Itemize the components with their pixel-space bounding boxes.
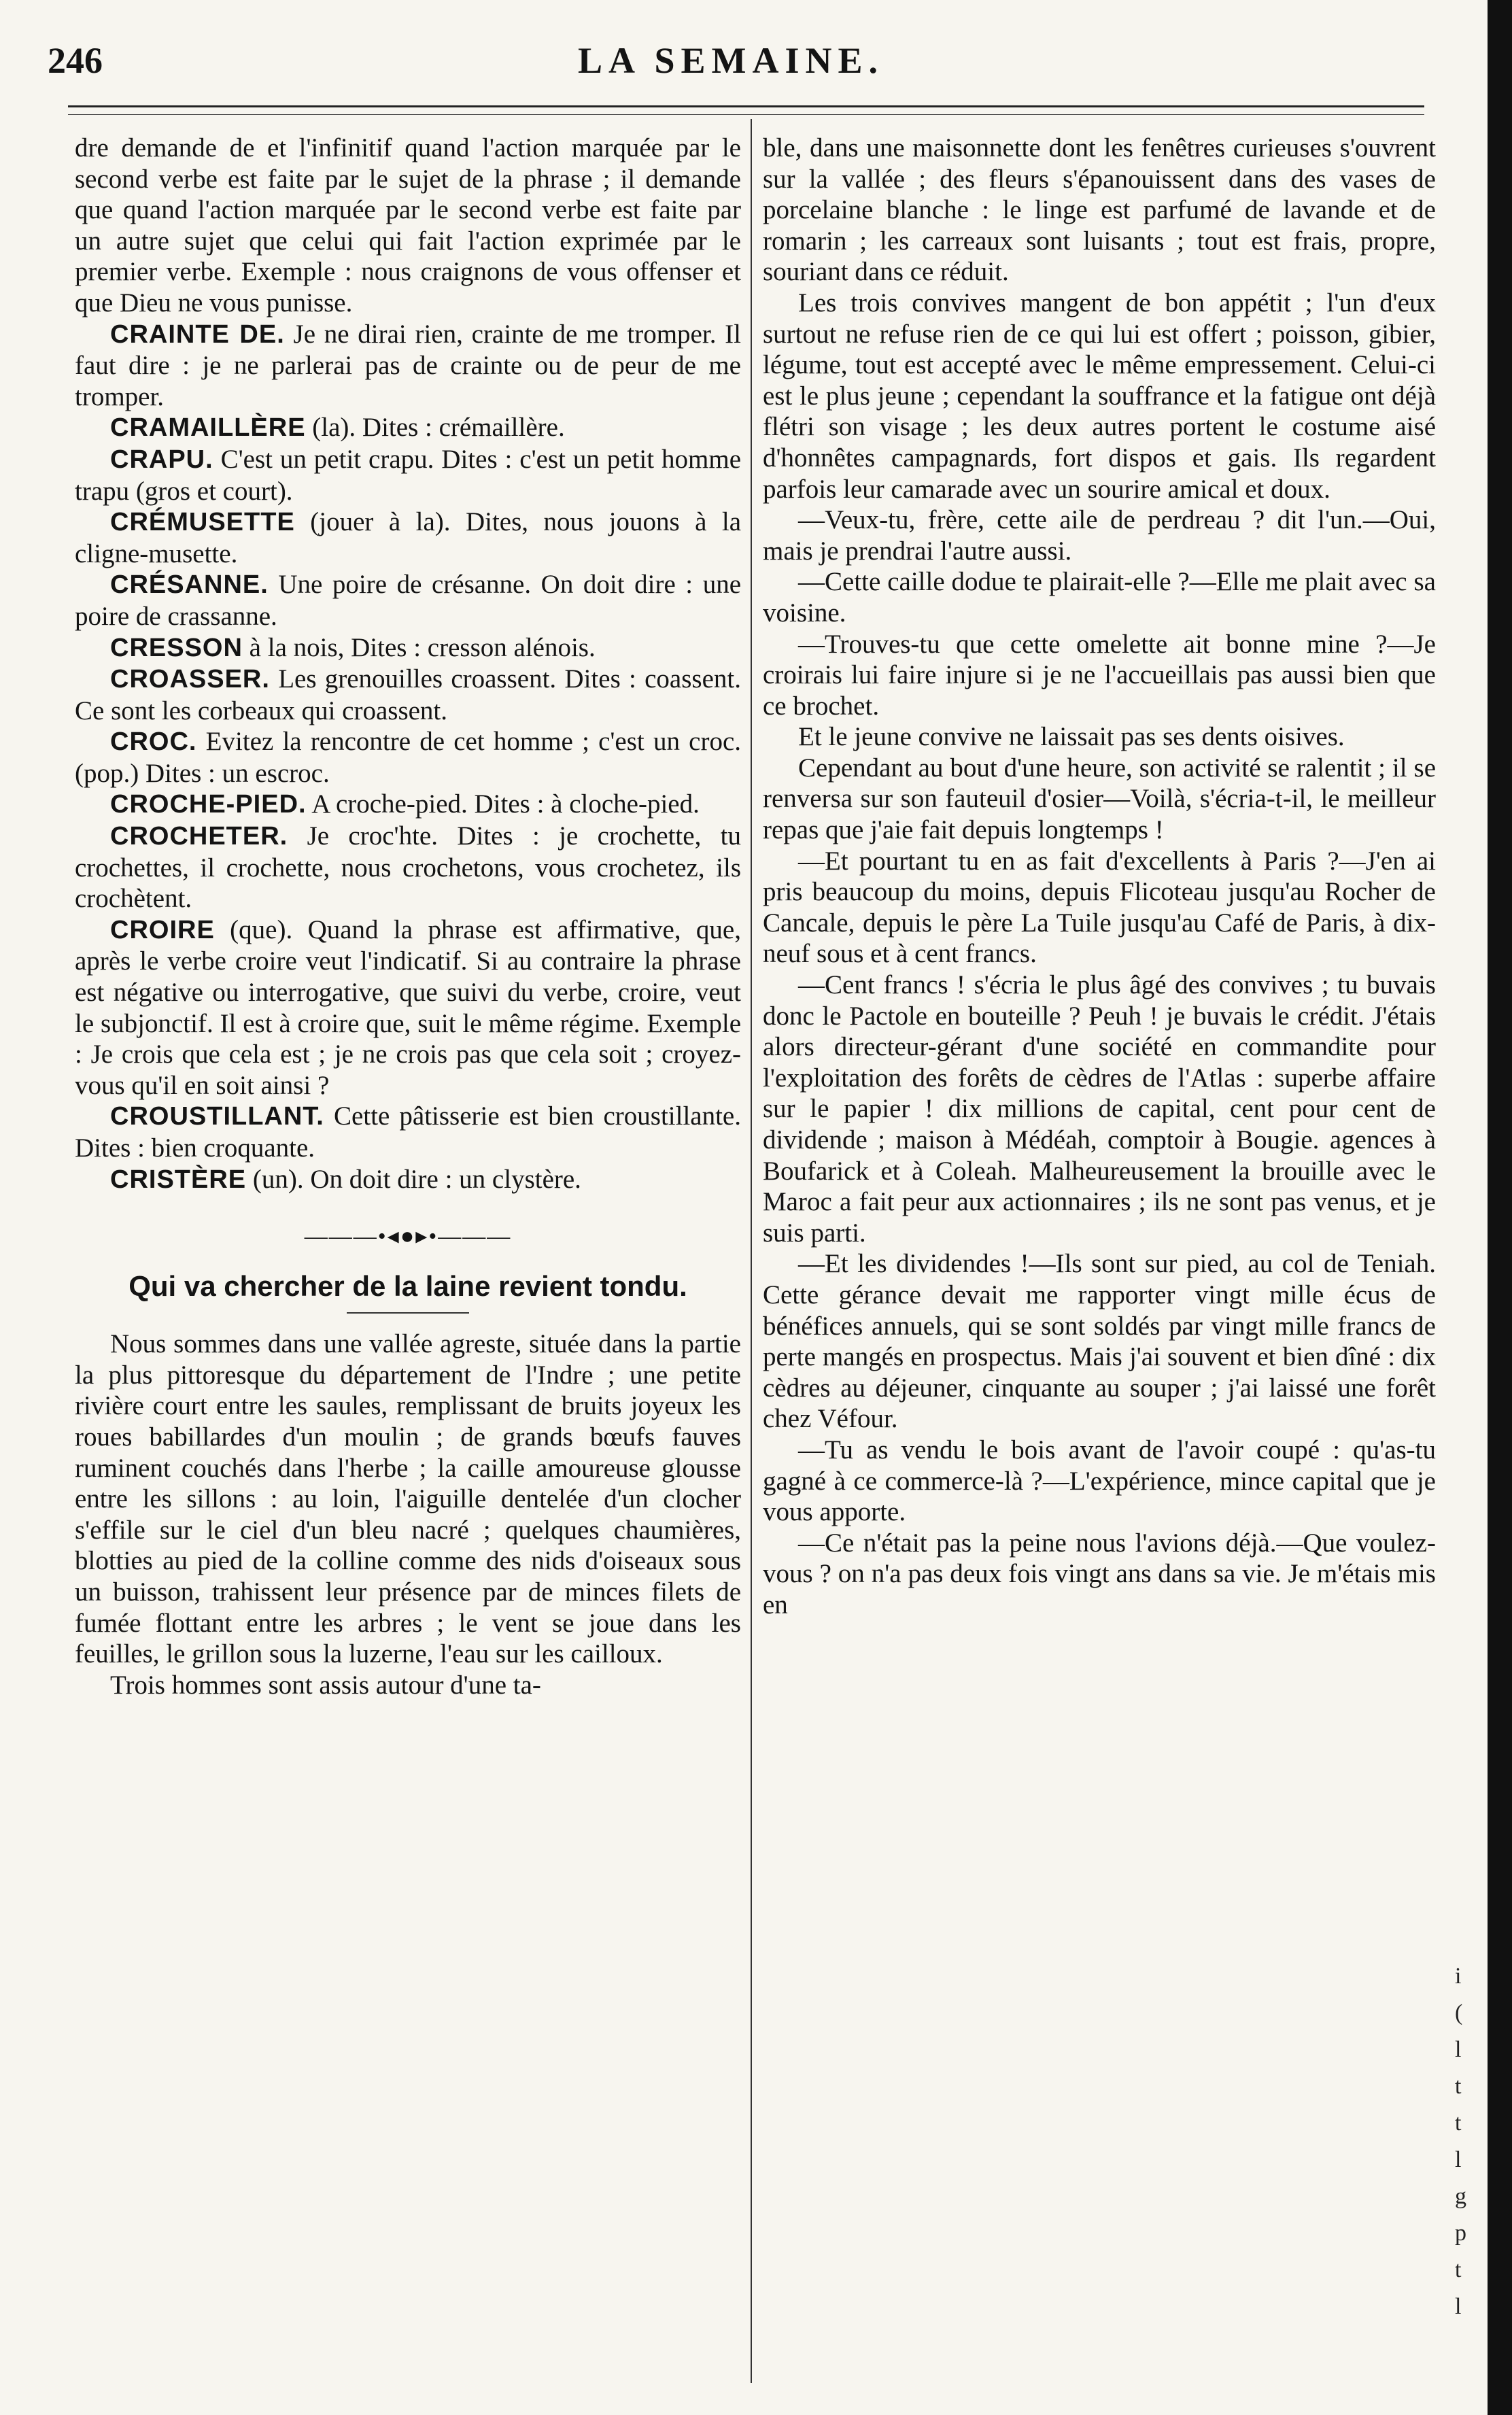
dialogue-paragraph: —Tu as vendu le bois avant de l'avoir coupé : qu'as-tu gagné à ce commerce-là ?—L'expérience, mince capital que je vous apporte. xyxy=(763,1435,1436,1527)
entry-headword: CROC. xyxy=(110,727,197,757)
margin-letter: p xyxy=(1455,2221,1466,2246)
left-column xyxy=(75,133,741,1700)
margin-letter: l xyxy=(1455,2294,1462,2319)
entry-headword: CRAPU. xyxy=(110,445,213,474)
dictionary-entry xyxy=(75,412,741,444)
entry-headword: CROCHE-PIED. xyxy=(110,790,307,819)
entry-headword: CRÉSANNE. xyxy=(110,570,269,600)
entry-text: (la). Dites : crémaillère. xyxy=(312,413,565,443)
title-rule xyxy=(347,1312,469,1314)
dictionary-entry xyxy=(75,789,741,821)
story-paragraph: Cependant au bout d'une heure, son activité se ralentit ; il se renversa sur son fauteuil d'osier—Voilà, s'écria-t-il, le meilleur repas que j'aie fait depuis longtemps ! xyxy=(763,753,1436,845)
entry-text: C'est un petit crapu. Dites : c'est un petit homme trapu (gros et court). xyxy=(75,444,742,506)
dictionary-entry xyxy=(75,632,741,664)
margin-letters xyxy=(1455,1958,1482,2325)
dialogue-paragraph: —Et les dividendes !—Ils sont sur pied, au col de Teniah. Cette gérance devait me rapporter vingt mille écus de bénéfices annuels, qui se sont soldés par vingt mille francs de perte mangés en prospectus. Mais j'ai souvent et bien dîné : dix cèdres au déjeuner, cinquante au souper ; j'ai laissé une forêt chez Véfour. xyxy=(763,1249,1436,1434)
entry-text: A croche-pied. Dites : à cloche-pied. xyxy=(311,789,700,819)
story-paragraph: Trois hommes sont assis autour d'une ta- xyxy=(110,1670,541,1700)
dictionary-entry xyxy=(75,726,741,789)
binding-edge xyxy=(1488,0,1512,2415)
dictionary-entry xyxy=(75,914,741,1101)
continued-paragraph: dre demande de et l'infinitif quand l'action marquée par le second verbe est faite par le sujet de la phrase ; il demande que quand l'action marquée par le second verbe est faite par un autre sujet que celui qui fait l'action exprimée par le premier verbe. Exemple : nous craignons de vous offenser et que Dieu ne vous punisse. xyxy=(75,133,741,318)
column-divider xyxy=(751,119,752,2383)
entry-headword: CROCHETER. xyxy=(110,822,288,851)
margin-letter: l xyxy=(1455,2147,1462,2172)
dialogue-paragraph: —Veux-tu, frère, cette aile de perdreau ? dit l'un.—Oui, mais je prendrai l'autre aussi. xyxy=(763,505,1436,566)
entry-text: Evitez la rencontre de cet homme ; c'est un croc. (pop.) Dites : un escroc. xyxy=(75,727,741,788)
entry-headword: CROUSTILLANT. xyxy=(110,1102,324,1131)
entry-text: Les grenouilles croassent. Dites : coassent. Ce sont les corbeaux qui croassent. xyxy=(75,664,741,725)
entry-headword: CRAINTE DE. xyxy=(110,320,285,349)
entry-text: Une poire de crésanne. On doit dire : une poire de crassanne. xyxy=(75,570,742,631)
margin-letter: t xyxy=(1455,2110,1462,2136)
dialogue-paragraph: —Cette caille dodue te plairait-elle ?—Elle me plait avec sa voisine. xyxy=(763,567,1436,628)
entry-headword: CROASSER. xyxy=(110,665,270,694)
story-paragraph: ble, dans une maisonnette dont les fenêtres curieuses s'ouvrent sur la vallée ; des fleurs s'épanouissent dans des vases de porcelaine blanche : le linge est parfumé de lavande et de romarin ; les carreaux sont luisants ; tout est frais, propre, souriant dans ce réduit. xyxy=(763,133,1436,287)
entry-text: Je ne dirai rien, crainte de me tromper. Il faut dire : je ne parlerai pas de crainte ou de peur de me tromper. xyxy=(75,319,742,411)
dictionary-entry xyxy=(75,569,741,632)
page-header xyxy=(48,39,1414,87)
dictionary-entry xyxy=(75,319,741,413)
margin-letter: l xyxy=(1455,2037,1462,2062)
right-column xyxy=(763,133,1436,1621)
entry-text: (que). Quand la phrase est affirmative, que, après le verbe croire veut l'indicatif. Si au contraire la phrase est négative ou interrogative, que suivi du verbe, croire, veut le subjonctif. Il est à croire que, suit le même régime. Exemple : Je crois que cela est ; je ne crois pas que cela soit ; croyez-vous qu'il en soit ainsi ? xyxy=(75,914,741,1100)
entry-headword: CRAMAILLÈRE xyxy=(110,413,306,443)
dialogue-paragraph: —Et pourtant tu en as fait d'excellents à Paris ?—J'en ai pris beaucoup du moins, depuis Flicoteau jusqu'au Rocher de Cancale, depuis le père La Tuile jusqu'au Café de Paris, à dix-neuf sous et à cent francs. xyxy=(763,846,1436,969)
page-number: 246 xyxy=(48,40,103,81)
margin-letter: g xyxy=(1455,2184,1466,2209)
dialogue-paragraph: —Ce n'était pas la peine nous l'avions déjà.—Que voulez-vous ? on n'a pas deux fois vingt ans dans sa vie. Je m'étais mis en xyxy=(763,1528,1436,1620)
dialogue-paragraph: —Trouves-tu que cette omelette ait bonne mine ?—Je croirais lui faire injure si je ne l'accueillais pas aussi bien que ce brochet. xyxy=(763,629,1436,721)
margin-letter: ( xyxy=(1455,2000,1463,2025)
dictionary-entry xyxy=(75,1164,741,1196)
entry-headword: CRÉMUSETTE xyxy=(110,508,295,537)
entry-text: Je croc'hte. Dites : je crochette, tu crochettes, il crochette, nous crochetons, vous crochetez, ils crochètent. xyxy=(75,821,742,914)
dictionary-entry xyxy=(75,664,741,726)
entry-headword: CRESSON xyxy=(110,633,243,662)
entry-text: Cette pâtisserie est bien croustillante. Dites : bien croquante. xyxy=(75,1101,741,1163)
dialogue-paragraph: —Cent francs ! s'écria le plus âgé des convives ; tu buvais donc le Pactole en bouteille ? Peuh ! je buvais le crédit. J'étais alors directeur-gérant d'une société en commandite pour l'exploitation des forêts de cèdres de l'Atlas : superbe affaire sur le papier ! dix millions de capital, cent pour cent de dividende ; maison à Médéah, comptoir à Bougie. agences à Boufarick et à Coleah. Malheureusement la brouille avec le Maroc a fait peur aux actionnaires ; ils ne sont pas venus, et je suis parti. xyxy=(763,970,1436,1248)
story-paragraph: Les trois convives mangent de bon appétit ; l'un d'eux surtout ne refuse rien de ce qui lui est offert ; poisson, gibier, légume, tout est accepté avec le même empressement. Celui-ci est le plus jeune ; cependant la souffrance et la fatigue ont déjà flétri son visage ; les deux autres portent le costume aisé d'honnêtes campagnards, fort dispos et gais. Ils regardent parfois leur camarade avec un sourire amical et doux. xyxy=(763,288,1436,504)
dictionary-entry xyxy=(75,444,741,507)
margin-letter: i xyxy=(1455,1964,1462,1989)
entry-headword: CROIRE xyxy=(110,915,215,944)
dictionary-entry xyxy=(75,507,741,569)
dictionary-entry xyxy=(75,821,741,914)
header-rule-thin xyxy=(68,114,1424,115)
ornament-divider: ———•◂●▸•——— xyxy=(304,1224,512,1250)
entry-headword: CRISTÈRE xyxy=(110,1165,247,1194)
entry-text: (jouer à la). Dites, nous jouons à la cligne-musette. xyxy=(75,507,742,568)
story-paragraph: Et le jeune convive ne laissait pas ses dents oisives. xyxy=(798,722,1345,752)
story-title: Qui va chercher de la laine revient tondu. xyxy=(128,1270,687,1303)
entry-text: (un). On doit dire : un clystère. xyxy=(252,1164,581,1194)
running-title: LA SEMAINE. xyxy=(577,40,884,81)
dictionary-entry xyxy=(75,1101,741,1163)
margin-letter: t xyxy=(1455,2074,1462,2099)
margin-letter: t xyxy=(1455,2257,1462,2282)
header-rule xyxy=(68,105,1424,107)
story-paragraph: Nous sommes dans une vallée agreste, située dans la partie la plus pittoresque du département de l'Indre ; une petite rivière court entre les saules, remplissant de bruits joyeux les roues babillardes d'un moulin ; de grands bœufs fauves ruminent couchés dans l'herbe ; la caille amoureuse glousse entre les sillons : au loin, l'aiguille dentelée d'un clocher s'effile sur le ciel d'un bleu nacré ; quelques chaumières, blotties au pied de la colline comme des nids d'oiseaux sous un buisson, trahissent leur présence par de minces filets de fumée flottant entre les arbres ; le vent se joue dans les feuilles, le grillon sous la luzerne, l'eau sur les cailloux. xyxy=(75,1329,741,1669)
entry-text: à la nois, Dites : cresson alénois. xyxy=(249,632,596,662)
